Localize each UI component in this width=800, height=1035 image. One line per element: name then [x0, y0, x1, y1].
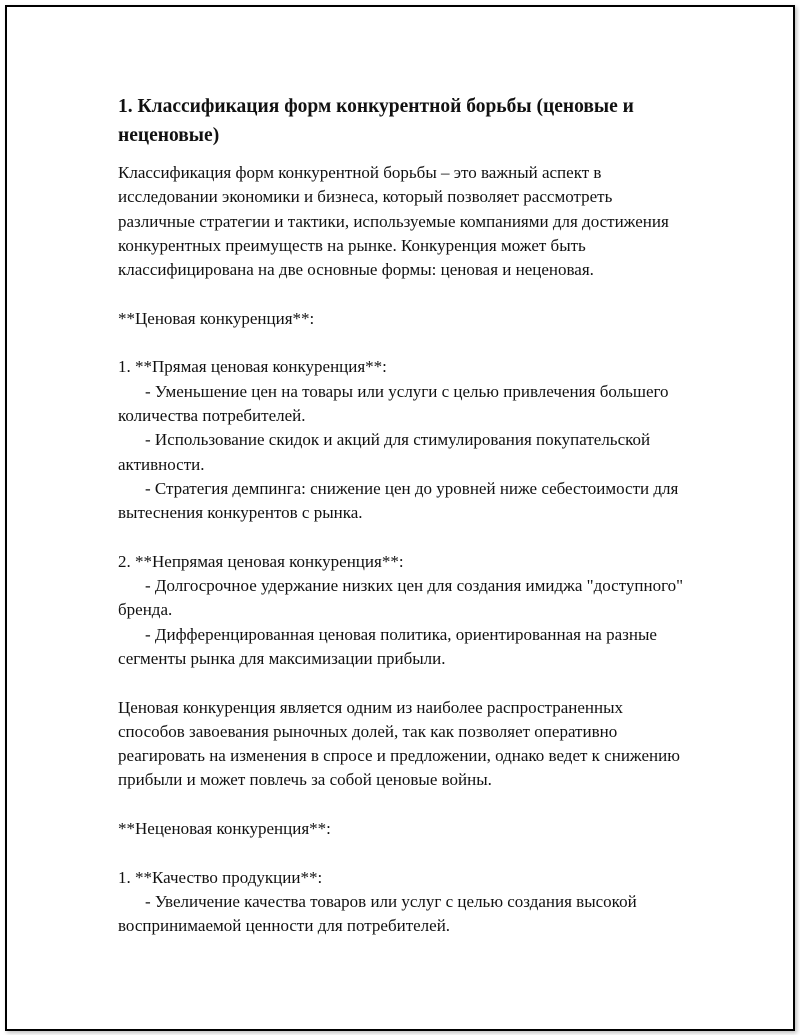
- list-item: [118, 890, 688, 939]
- indirect-price-competition-title: 2. **Непрямая ценовая конкуренция**:: [118, 551, 404, 571]
- list-item-text: - Долгосрочное удержание низких цен для создания имиджа "доступного" бренда.: [118, 576, 688, 620]
- list-item-text: - Использование скидок и акций для стимулирования покупательской активности.: [118, 430, 655, 474]
- list-item: [118, 428, 688, 477]
- list-item: [118, 623, 688, 672]
- intro-paragraph: Классификация форм конкурентной борьбы – это важный аспект в исследовании экономики и бизнеса, который позволяет рассмотреть различные стратегии и тактики, используемые компаниями для достижения конкурентных преимуществ на рынке. Конкуренция может быть классифицирована на две основные формы: ценовая и неценовая.: [118, 163, 674, 280]
- nonprice-competition-heading: **Неценовая конкуренция**:: [118, 819, 331, 839]
- price-competition-summary: Ценовая конкуренция является одним из наиболее распространенных способов завоевания рыночных долей, так как позволяет оперативно реагировать на изменения в спросе и предложении, однако ведет к снижению прибыли и может повлечь за собой ценовые войны.: [118, 697, 685, 790]
- list-item: [118, 477, 688, 526]
- product-quality-title: 1. **Качество продукции**:: [118, 867, 323, 887]
- paragraph-spacer: [118, 793, 688, 817]
- document-title: 1. Классификация форм конкурентной борьбы (ценовые и неценовые): [118, 96, 634, 146]
- paragraph-spacer: [118, 671, 688, 695]
- list-item-text: - Уменьшение цен на товары или услуги с целью привлечения большего количества потребителей.: [118, 381, 673, 425]
- list-item-text: - Стратегия демпинга: снижение цен до уровней ниже себестоимости для вытеснения конкурентов с рынка.: [118, 478, 683, 523]
- list-item: [118, 574, 688, 623]
- paragraph-spacer: [118, 525, 688, 549]
- direct-price-competition-title: 1. **Прямая ценовая конкуренция**:: [118, 357, 387, 377]
- list-item: [118, 380, 688, 429]
- paragraph-spacer: [118, 282, 688, 306]
- price-competition-heading: **Ценовая конкуренция**:: [118, 308, 315, 328]
- paragraph-spacer: [118, 841, 688, 865]
- document-content: [118, 92, 688, 939]
- paragraph-spacer: [118, 331, 688, 355]
- list-item-text: - Увеличение качества товаров или услуг с целью создания высокой воспринимаемой ценности для потребителей.: [118, 891, 641, 936]
- list-item-text: - Дифференцированная ценовая политика, ориентированная на разные сегменты рынка для максимизации прибыли.: [118, 624, 662, 668]
